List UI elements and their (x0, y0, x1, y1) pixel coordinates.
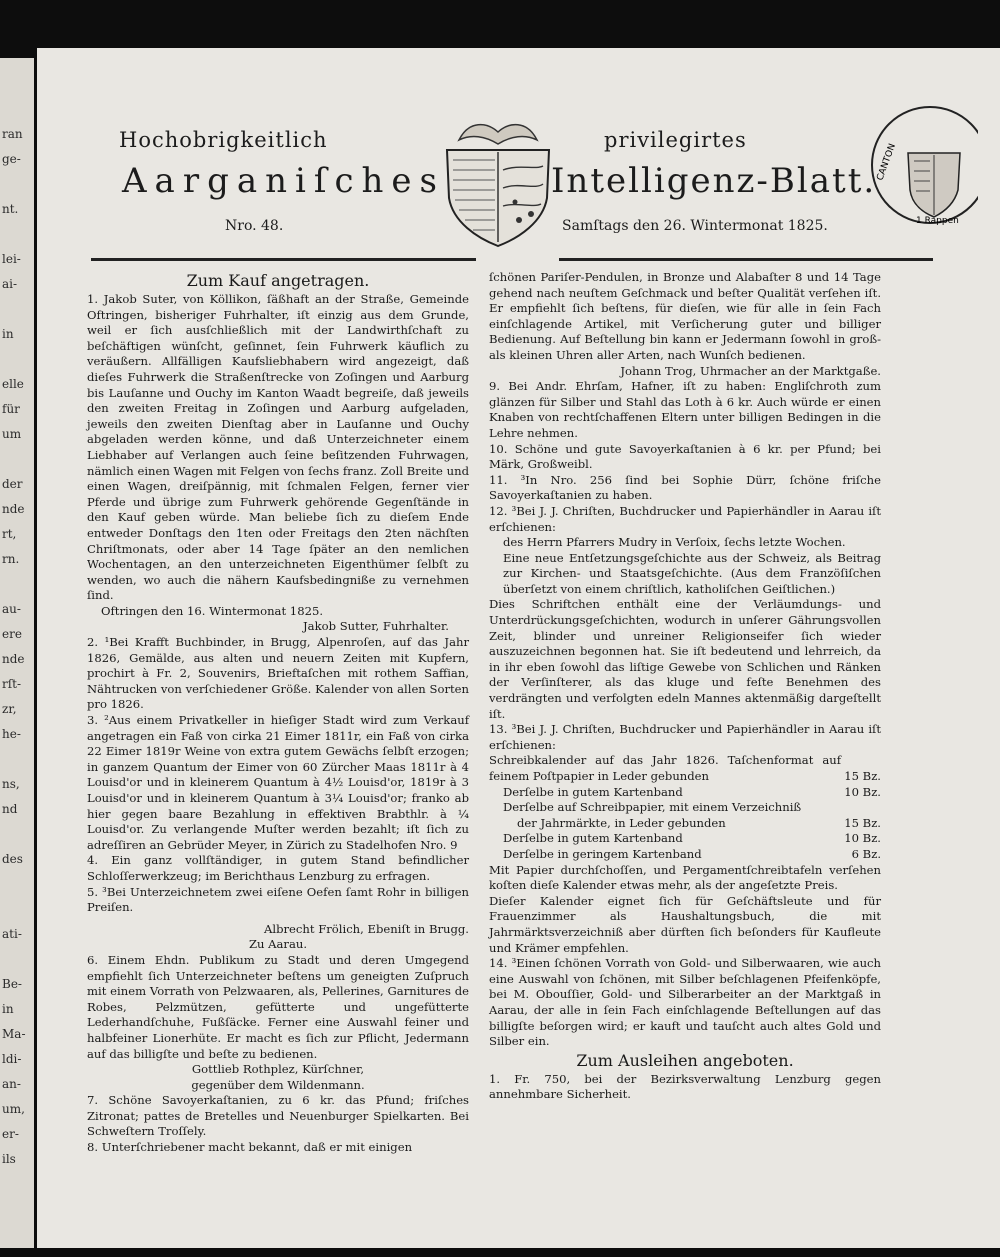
adjacent-page-fragment: nd (2, 802, 18, 816)
adjacent-page-fragment: lei- (2, 252, 21, 266)
ad-5-signature: Albrecht Frölich, Ebeniſt in Brugg. (264, 921, 469, 936)
issue-number: Nro. 48. (225, 218, 284, 234)
ad-14-text: 14. ³Einen ſchönen Vorrath von Gold- und Silberwaaren, wie auch eine Auswahl von ſchönen, mit Silber beſchlagenen Pfeifenköpfe, bei M. Obouſſier, Gold- und Silberarbeiter an der Marktgaß in Aarau, der alle in ſein Fach einſchlagende Beſtellungen auf das billigſte beſorgen wird; er kauft und tauſcht auch altes Gold und Silber ein. (489, 956, 881, 1049)
adjacent-page-fragment: an- (2, 1077, 21, 1091)
adjacent-page-fragment: rn. (2, 552, 20, 566)
ad-1-text: 1. Jakob Suter, von Köllikon, ſäßhaft an der Straße, Gemeinde Oftringen, bisheriger Fuhrhalter, iſt einzig aus dem Grunde, weil er ſich ausſchließlich mit der Landwirthſchaft zu beſchäftigen wünſcht, geſinnet, ſein Fuhrwerk käuflich zu veräußern. Allfälligen Kaufsliebhabern wird angezeigt, daß dieſes Fuhrwerk die Straßenſtrecke von Zoſingen und Aarburg bis Lauſanne und Ouchy im Kanton Waadt begreiſe, daß jeweils den zweiten Freitag in Zoſingen und Aarburg aufgeladen, jeweils den zweiten Dienſtag aber in Lauſanne und Ouchy abgeladen werden könne, und daß Unterzeichneter einem Liebhaber auf Verlangen auch ſeine beſitzenden Fuhrwagen, nämlich einen Wagen mit Felgen von ſechs franz. Zoll Breite und einen Wagen, dreiſpännig, mit ſchmalen Felgen, ferner vier Pferde und übrige zum Fuhrwerk gehörende Gegenſtände in den Kauf geben würde. Man beliebe ſich zu dieſem Ende entweder Donſtags den 1ten oder Freitags den 2ten nächſten Chriſtmonats, oder aber 14 Tage ſpäter an den nemlichen Wochentagen, an den unterzeichneten Eigenthümer ſelbſt zu wenden, wo auch die nähern Kaufsbedingniße zu vernehmen ſind. (87, 292, 469, 603)
price-item-value: 15 Bz. (844, 769, 881, 783)
ad-12-title-b: Eine neue Entſetzungsgeſchichte aus der Schweiz, als Beitrag zur Kirchen- und Staatsgeſchichte. (Aus dem Franzöſiſchen überſetzt von einem chriſtlich, katholiſchen Geiſtlichen.) (503, 550, 881, 596)
price-row-intro (489, 753, 881, 784)
price-item-text: Derſelbe auf Schreibpapier, mit einem Verzeichniß (503, 800, 802, 815)
ad-10-text: 10. Schöne und gute Savoyerkaſtanien à 6 kr. per Pfund; bei Märk, Großweibl. (489, 441, 881, 472)
masthead-title-left: Aarganiſches (122, 161, 445, 201)
adjacent-page-fragment: rt, (2, 527, 17, 541)
adjacent-page-fragment: nde (2, 502, 25, 516)
adjacent-page-fragment: für (2, 402, 20, 416)
left-column (87, 270, 469, 1156)
price-item-value: 10 Bz. (844, 784, 881, 799)
price-item-text: Derſelbe in geringem Kartenband (503, 846, 702, 861)
adjacent-page-fragment: in (2, 1002, 14, 1016)
adjacent-page-fragment: elle (2, 377, 24, 391)
ad-2-text: 2. ¹Bei Krafft Buchbinder, in Brugg, Alpenroſen, auf das Jahr 1826, Gemälde, aus alten und neuern Zeiten mit Kupfern, prochirt à Fr. 2, Souvenirs, Brieftaſchen mit rothem Saffian, Nähtrucken von verſchiedener Größe. Kalender von allen Sorten pro 1826. (87, 635, 469, 712)
stamp-canton-text: CANTON (875, 142, 898, 183)
price-row (489, 831, 881, 847)
adjacent-page-fragment: nde (2, 652, 25, 666)
adjacent-page-fragment: ai- (2, 277, 18, 291)
adjacent-page-fragment: er- (2, 1127, 19, 1141)
ad-3-text: 3. ²Aus einem Privatkeller in hieſiger Stadt wird zum Verkauf angetragen ein Faß von cirka 21 Eimer 1811r, ein Faß von cirka 22 Eimer 1819r Weine von extra gutem Gewächs ſelbſt erzogen; in ganzem Quantum der Eimer von 60 Zürcher Maas 1811r à 4 Louisd'or und in kleinerem Quantum à 4½ Louisd'or, 1819r à 3 Louisd'or und in kleinerem Quantum à 3¼ Louisd'or; franko ab hier gegen baare Bezahlung in effektiven Brabthlr. à ¼ Louisd'or. Zu verlangende Muſter werden bezahlt; iſt ſich zu adreſſiren an Gebrüder Meyer, in Zürich zu Stadelhofen Nro. 9 (87, 713, 469, 852)
adjacent-page-fragment: in (2, 327, 14, 341)
price-item-value: 10 Bz. (844, 831, 881, 846)
masthead-line1-right: privilegirtes (604, 128, 747, 152)
ad-6-signature-address: gegenüber dem Wildenmann. (191, 1077, 365, 1092)
postage-stamp (868, 95, 978, 225)
adjacent-page-fragment: ns, (2, 777, 20, 791)
price-row (489, 800, 881, 816)
adjacent-page-fragment: nt. (2, 202, 19, 216)
ad-12-text: 12. ³Bei J. J. Chriſten, Buchdrucker und Papierhändler in Aarau iſt erſchienen: (489, 503, 881, 534)
price-row (489, 785, 881, 801)
calendar-price-list (489, 753, 881, 862)
price-item-value: 15 Bz. (844, 815, 881, 830)
ad-9-text: 9. Bei Andr. Ehrſam, Hafner, iſt zu haben: Engliſchroth zum glänzen für Silber und Stahl das Loth à 6 kr. Auch würde er einen Knaben von rechtſchaffenen Eltern unter billigen Bedingen in die Lehre nehmen. (489, 379, 881, 440)
ad-8-signature: Johann Trog, Uhrmacher an der Marktgaße. (620, 363, 881, 378)
adjacent-page-fragment: ere (2, 627, 22, 641)
adjacent-page-fragment: he- (2, 727, 21, 741)
ad-7-text: 7. Schöne Savoyerkaſtanien, zu 6 kr. das Pfund; friſches Zitronat; pattes de Bretelles und Neuenburger Spielkarten. Bei Schweſtern Troſſely. (87, 1093, 469, 1139)
price-item-text: Schreibkalender auf das Jahr 1826. Taſchenformat auf feinem Poſtpapier in Leder gebunden (489, 753, 841, 783)
ad-6-signature-name: Gottlieb Rothplez, Kürſchner, (191, 1062, 365, 1077)
adjacent-page-fragment: um (2, 427, 22, 441)
ad-13-body: Dieſer Kalender eignet ſich für Geſchäftsleute und für Frauenzimmer als Haushaltungsbuch, die mit Jahrmärktsverzeichniß aber dürften ſich beſonders für Kaufleute und Krämer empfehlen. (489, 893, 881, 955)
adjacent-page-fragment: ati- (2, 927, 22, 941)
loan-1-text: 1. Fr. 750, bei der Bezirksverwaltung Lenzburg gegen annehmbare Sicherheit. (489, 1071, 881, 1102)
ad-1-signature: Jakob Sutter, Fuhrhalter. (303, 619, 449, 634)
adjacent-page-fragment: ran (2, 127, 23, 141)
section-heading-sale: Zum Kauf angetragen. (186, 271, 370, 290)
price-item-value: 6 Bz. (851, 846, 881, 861)
adjacent-page-fragment: ldi- (2, 1052, 22, 1066)
ad-13-note: Mit Papier durchſchoſſen, und Pergamentſchreibtafeln verſehen koſten dieſe Kalender etwas mehr, als der angeſetzte Preis. (489, 862, 881, 893)
ad-8-text: 8. Unterſchriebener macht bekannt, daß er mit einigen (87, 1140, 413, 1155)
ad-12-title-a: des Herrn Pfarrers Mudry in Verſoix, ſechs letzte Wochen. (503, 535, 846, 550)
ad-11-text: 11. ³In Nro. 256 ſind bei Sophie Dürr, ſchöne friſche Savoyerkaſtanien zu haben. (489, 472, 881, 503)
adjacent-page-fragment: Ma- (2, 1027, 26, 1041)
header-rule-left (91, 258, 476, 261)
adjacent-page-fragment: rſt- (2, 677, 22, 691)
ad-13-text: 13. ³Bei J. J. Chriſten, Buchdrucker und Papierhändler in Aarau iſt erſchienen: (489, 722, 881, 752)
ad-4-text: 4. Ein ganz vollſtändiger, in gutem Stand befindlicher Schloſſerwerkzeug; im Berichthaus Lenzburg zu erfragen. (87, 853, 469, 883)
ad-8-continued: ſchönen Pariſer-Pendulen, in Bronze und Alabaſter 8 und 14 Tage gehend nach neuſtem Geſchmack und beſter Qualität verſehen iſt. Er empfiehlt ſich beſtens, für dieſen, wie für alle in ſein Fach einſchlagende Artikel, mit Verſicherung guter und billiger Bedienung. Auf Beſtellung bin kann er Jedermann ſowohl in groß- als kleinen Uhren aller Arten, nach Wunſch bedienen. (489, 270, 881, 362)
adjacent-page-fragment: zr, (2, 702, 17, 716)
issue-date: Samſtags den 26. Wintermonat 1825. (562, 218, 828, 234)
adjacent-page-fragment: des (2, 852, 23, 866)
ad-1-place: Oftringen den 16. Wintermonat 1825. (101, 603, 324, 618)
section-heading-loans: Zum Ausleihen angeboten. (576, 1050, 794, 1070)
masthead-line1-left: Hochobrigkeitlich (119, 128, 328, 152)
masthead-title-right: Intelligenz-Blatt. (551, 161, 877, 201)
price-item-text: Derſelbe in gutem Kartenband (503, 831, 683, 846)
right-column (489, 270, 881, 1103)
price-item-text: Derſelbe in gutem Kartenband (503, 784, 683, 799)
ad-12-body: Dies Schriftchen enthält eine der Verläumdungs- und Unterdrückungsgeſchichten, wodurch in unſerer Gährungsvollen Zeit, blinder und unreiner Religionseifer ſich wieder auszuzeichnen begonnen hat. Sie iſt bedeutend und lehrreich, da in ihr eben ſowohl das liſtige Gewebe von Schlichen und Ränken der Verſinſterer, als das kluge und feſte Benehmen des verdrängten und verfolgten edeln Mannes aktenmäßig dargeſtellt iſt. (489, 597, 881, 721)
ad-6-place: Zu Aarau. (248, 937, 308, 952)
adjacent-page-fragment: der (2, 477, 23, 491)
header-rule-right (559, 258, 933, 261)
ad-5-text: 5. ³Bei Unterzeichnetem zwei eiſene Oefen ſamt Rohr in billigen Preiſen. (87, 884, 469, 915)
price-item-text: der Jahrmärkte, in Leder gebunden (517, 815, 726, 830)
adjacent-page-strip (0, 58, 34, 1248)
price-row (489, 816, 881, 832)
adjacent-page-fragment: um, (2, 1102, 25, 1116)
newspaper-page (37, 48, 1000, 1248)
adjacent-page-fragment: ils (2, 1152, 16, 1166)
adjacent-page-fragment: Be- (2, 977, 22, 991)
ad-6-text: 6. Einem Ehdn. Publikum zu Stadt und deren Umgegend empfiehlt ſich Unterzeichneter beſtens um geneigten Zuſpruch mit einem Vorrath von Pelzwaaren, als, Pellerines, Garnitures de Robes, Pelzmützen, gefütterte und ungefütterte Lederhandſchuhe, Fußſäcke. Ferner eine Auswahl feiner und halbfeiner Lionerhüte. Er macht es ſich zur Pflicht, Jedermann auf das billigſte und beſte zu bedienen. (87, 952, 469, 1061)
price-row (489, 847, 881, 863)
adjacent-page-fragment: ge- (2, 152, 21, 166)
price-item-value (841, 800, 881, 816)
coat-of-arms-emblem (439, 110, 557, 250)
adjacent-page-fragment: au- (2, 602, 21, 616)
stamp-value-text: 1 Rappen (916, 216, 959, 225)
